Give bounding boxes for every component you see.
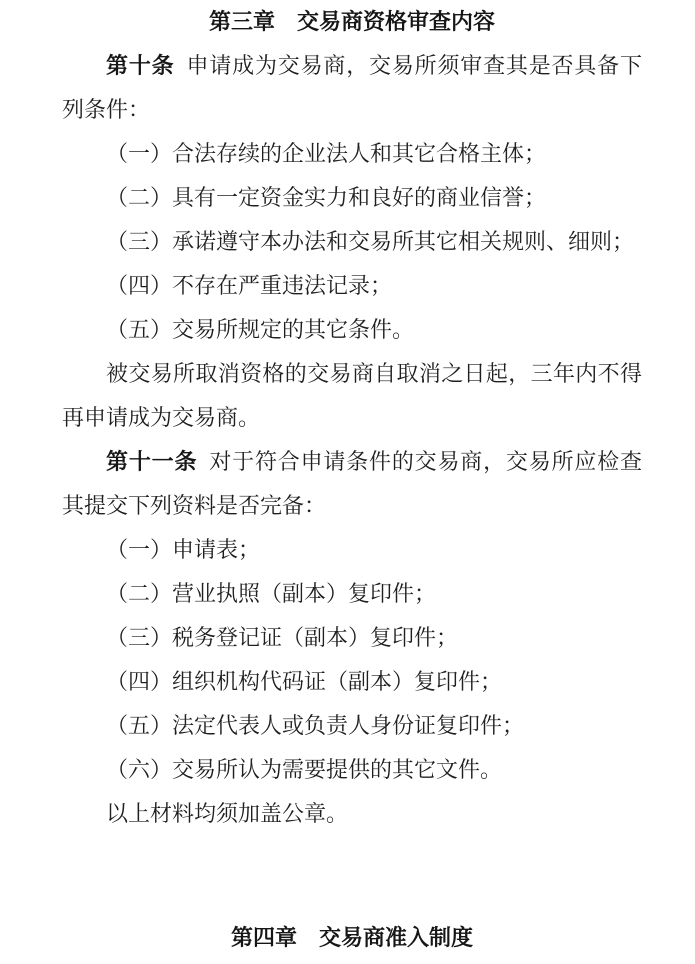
article-10-item-4: （四）不存在严重违法记录；	[106, 273, 393, 298]
article-10-supplement: 被交易所取消资格的交易商自取消之日起，三年内不得再申请成为交易商。	[62, 361, 642, 430]
article-11-item-5: （五）法定代表人或负责人身份证复印件；	[106, 713, 525, 738]
article-10-item-5: （五）交易所规定的其它条件。	[106, 317, 415, 342]
chapter-4-heading: 第四章 交易商准入制度	[230, 925, 473, 950]
article-10-label: 第十条	[106, 53, 175, 78]
article-10-item-1: （一）合法存续的企业法人和其它合格主体；	[106, 141, 547, 166]
article-10-item-2: （二）具有一定资金实力和良好的商业信誉；	[106, 185, 547, 210]
article-11-item-6: （六）交易所认为需要提供的其它文件。	[106, 757, 503, 782]
article-10-intro: 申请成为交易商，交易所须审查其是否具备下列条件：	[62, 53, 642, 122]
article-11-paragraph	[62, 440, 642, 528]
article-10-item-3: （三）承诺遵守本办法和交易所其它相关规则、细则；	[106, 229, 635, 254]
article-11-intro: 对于符合申请条件的交易商，交易所应检查其提交下列资料是否完备：	[62, 449, 642, 518]
article-11-item-3: （三）税务登记证（副本）复印件；	[106, 625, 459, 650]
article-10-paragraph	[62, 44, 642, 132]
chapter-3-heading: 第三章 交易商资格审查内容	[208, 9, 495, 34]
article-11-label: 第十一条	[106, 449, 198, 474]
article-11-note: 以上材料均须加盖公章。	[106, 801, 349, 826]
article-11-item-2: （二）营业执照（副本）复印件；	[106, 581, 437, 606]
article-11-item-1: （一）申请表；	[106, 537, 261, 562]
article-11-item-4: （四）组织机构代码证（副本）复印件；	[106, 669, 503, 694]
